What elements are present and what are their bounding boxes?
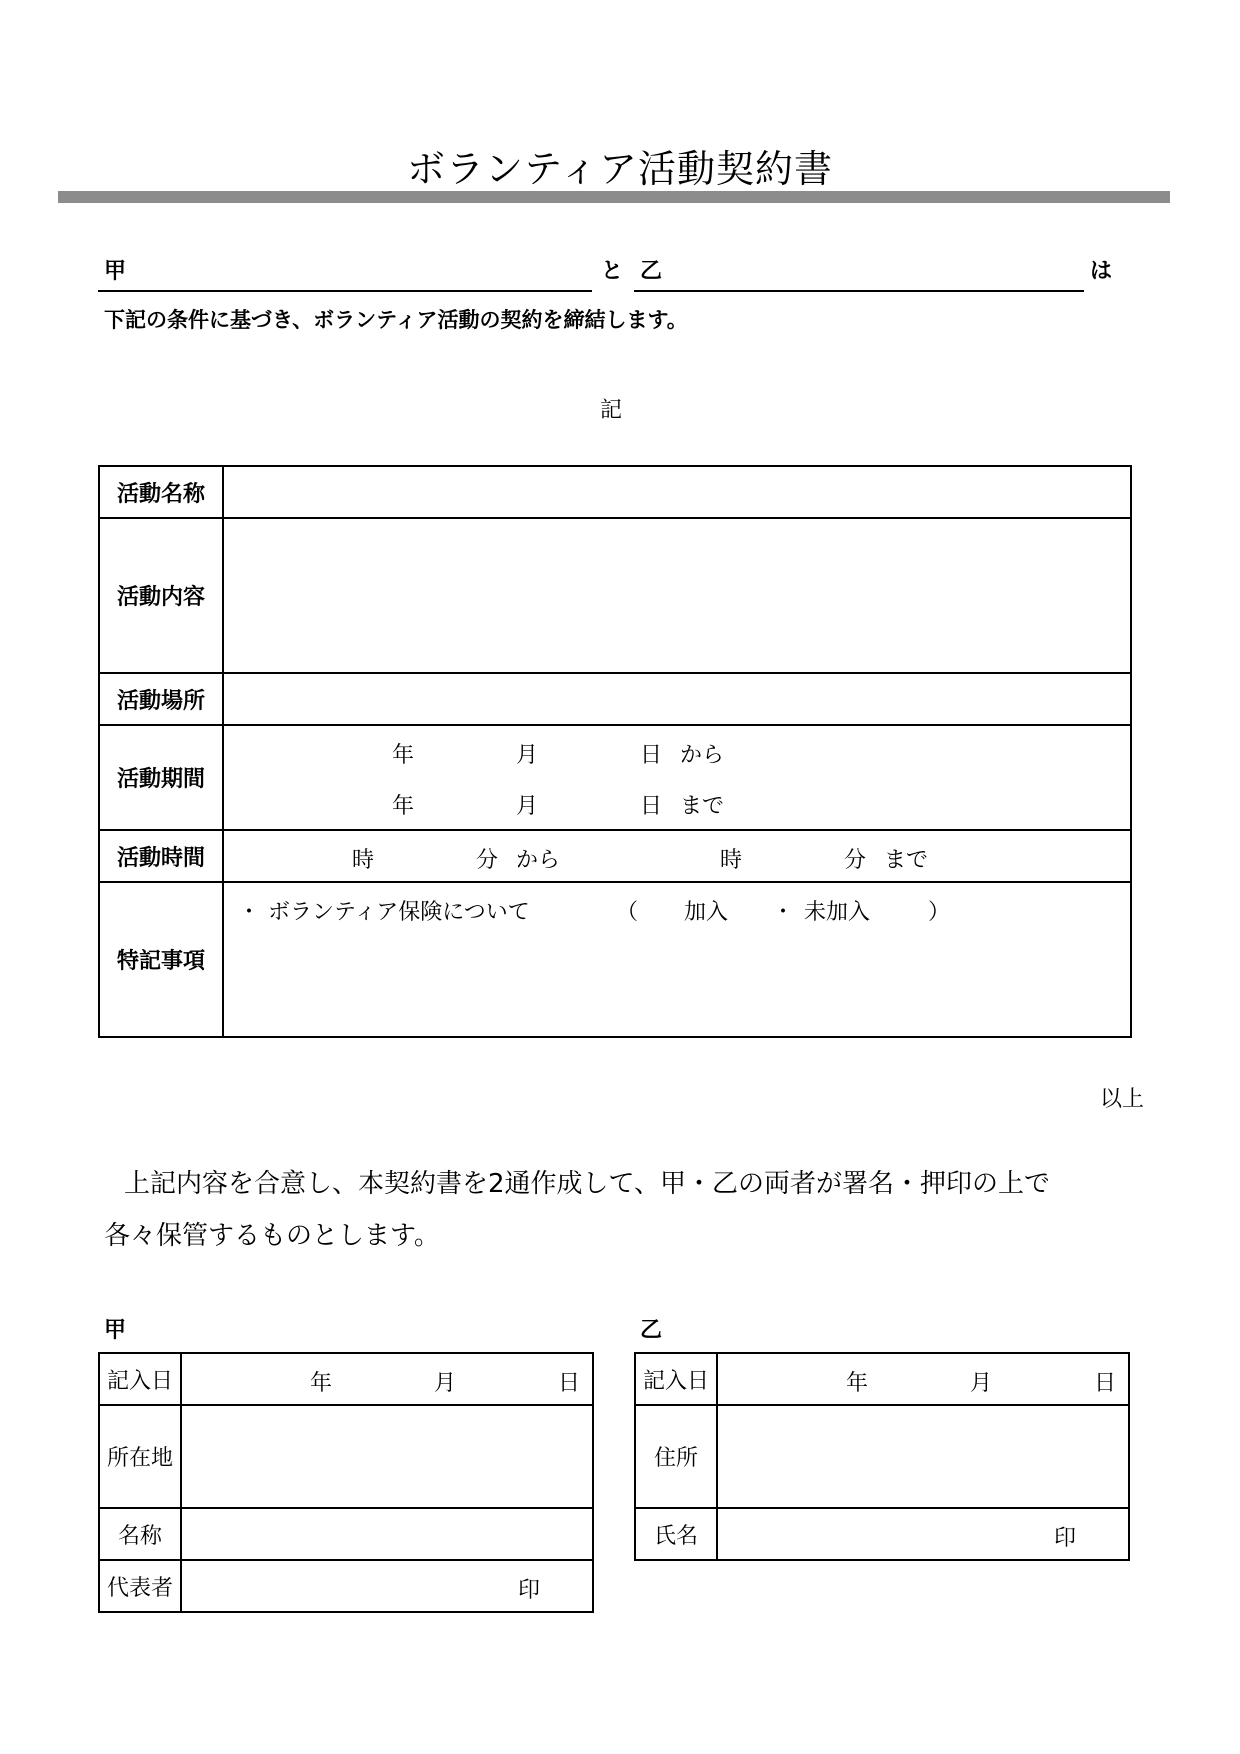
sig-a-seal: 印 [518, 1578, 541, 1603]
activity-place-label: 活動場所 [99, 673, 223, 725]
activity-time-label: 活動時間 [99, 830, 223, 882]
signature-a-table [98, 1352, 594, 1613]
insurance-separator: ・ [772, 900, 795, 925]
sig-a-name-field[interactable] [181, 1508, 593, 1560]
activity-period-field[interactable] [223, 725, 1131, 830]
time-start-hour: 時 [352, 848, 375, 873]
sig-b-month: 月 [970, 1371, 993, 1396]
sig-a-day: 日 [558, 1371, 581, 1396]
activity-name-field[interactable] [223, 466, 1131, 518]
period-until: まで [680, 794, 725, 819]
period-end-day: 日 [640, 794, 663, 819]
sig-a-month: 月 [434, 1371, 457, 1396]
sig-a-entry-date-field[interactable] [181, 1353, 593, 1405]
sig-b-name-label: 氏名 [635, 1508, 717, 1560]
time-from: から [516, 848, 561, 873]
sig-a-address-field[interactable] [181, 1405, 593, 1508]
sig-a-year: 年 [310, 1371, 333, 1396]
activity-place-field[interactable] [223, 673, 1131, 725]
time-until: まで [884, 848, 929, 873]
activity-time-field[interactable] [223, 830, 1131, 882]
title-underline-bar [58, 191, 1170, 203]
insurance-not-joined-option[interactable]: 未加入 [804, 900, 871, 925]
period-end-year: 年 [392, 794, 415, 819]
agreement-line-2: 各々保管するものとします。 [104, 1221, 440, 1251]
sig-a-entry-date-label: 記入日 [99, 1353, 181, 1405]
period-start-year: 年 [392, 743, 415, 768]
insurance-bullet: ・ [238, 900, 261, 925]
activity-table [98, 465, 1132, 1038]
sig-a-name-label: 名称 [99, 1508, 181, 1560]
party-b-name-line[interactable] [634, 290, 1084, 292]
activity-period-label: 活動期間 [99, 725, 223, 830]
sig-b-address-field[interactable] [717, 1405, 1129, 1508]
period-from: から [680, 743, 725, 768]
wa-label: は [1090, 259, 1113, 284]
sig-b-address-label: 住所 [635, 1405, 717, 1508]
time-end-minute: 分 [844, 848, 867, 873]
party-b-label: 乙 [640, 259, 663, 284]
period-start-month: 月 [516, 743, 539, 768]
sig-a-representative-field[interactable] [181, 1560, 593, 1612]
activity-content-label: 活動内容 [99, 518, 223, 673]
ijo-text: 以上 [1099, 1087, 1144, 1112]
insurance-close-paren: ） [928, 900, 951, 925]
insurance-label: ボランティア保険について [268, 900, 530, 925]
party-a-label: 甲 [104, 259, 127, 284]
ki-label: 記 [600, 398, 623, 423]
period-start-day: 日 [640, 743, 663, 768]
sig-a-address-label: 所在地 [99, 1405, 181, 1508]
sig-b-name-field[interactable] [717, 1508, 1129, 1560]
signature-b-heading: 乙 [640, 1318, 663, 1343]
special-notes-label: 特記事項 [99, 882, 223, 1037]
to-label: と [601, 259, 624, 284]
sig-b-day: 日 [1094, 1371, 1117, 1396]
sig-a-representative-label: 代表者 [99, 1560, 181, 1612]
time-start-minute: 分 [476, 848, 499, 873]
sig-b-entry-date-field[interactable] [717, 1353, 1129, 1405]
agreement-line-1: 上記内容を合意し、本契約書を2通作成して、甲・乙の両者が署名・押印の上で [124, 1169, 1051, 1199]
sig-b-seal: 印 [1054, 1526, 1077, 1551]
signature-a-heading: 甲 [104, 1318, 127, 1343]
sig-b-entry-date-label: 記入日 [635, 1353, 717, 1405]
sig-b-year: 年 [846, 1371, 869, 1396]
time-end-hour: 時 [720, 848, 743, 873]
special-notes-field[interactable] [223, 882, 1131, 1037]
document-title: ボランティア活動契約書 [407, 147, 833, 191]
activity-content-field[interactable] [223, 518, 1131, 673]
insurance-joined-option[interactable]: 加入 [684, 900, 729, 925]
period-end-month: 月 [516, 794, 539, 819]
intro-text: 下記の条件に基づき、ボランティア活動の契約を締結します。 [104, 308, 688, 332]
party-a-name-line[interactable] [98, 290, 592, 292]
signature-b-table [634, 1352, 1130, 1561]
insurance-open-paren: （ [616, 900, 639, 925]
activity-name-label: 活動名称 [99, 466, 223, 518]
